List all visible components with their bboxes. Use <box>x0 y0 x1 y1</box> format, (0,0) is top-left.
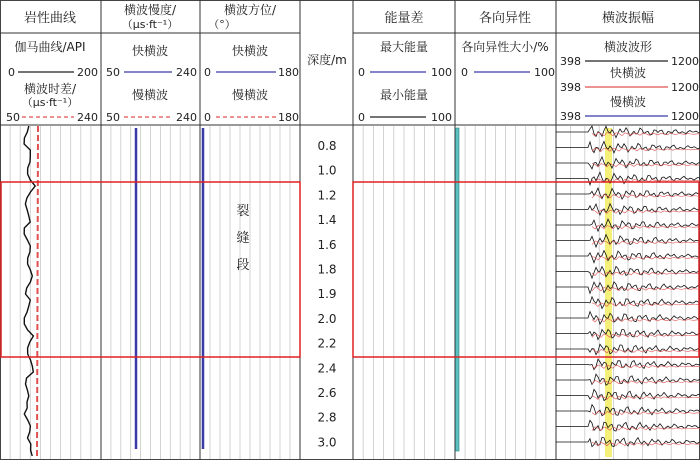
slowness-slow-min: 50 <box>106 111 120 124</box>
azimuth-slow-max: 180 <box>278 111 299 124</box>
depth-tick-label: 2.6 <box>317 386 337 400</box>
depth-tick-label: 0.8 <box>317 139 337 153</box>
delay-min: 50 <box>6 111 20 124</box>
azimuth-fast-max: 180 <box>278 66 299 79</box>
energy-min-label: 最小能量 <box>379 88 429 102</box>
depth-tick-labels <box>317 139 336 449</box>
depth-tick-label: 1.0 <box>317 163 337 178</box>
depth-tick-label: 2.4 <box>317 361 337 376</box>
depth-tick-label: 3.0 <box>317 435 337 450</box>
anisotropy-title: 各向异性 <box>478 11 532 26</box>
depth-tick-label: 2.8 <box>317 410 337 425</box>
slowness-title-1: 横波慢度/ <box>123 3 177 17</box>
delay-label-2: （μs·ft⁻¹） <box>21 96 79 109</box>
delay-curve <box>37 126 38 459</box>
log-curves <box>24 126 700 459</box>
delay-label-1: 横波时差/ <box>23 82 77 96</box>
azimuth-title-2: （°） <box>208 18 236 31</box>
anisotropy-size-min: 0 <box>461 66 468 79</box>
amplitude-wave-min: 398 <box>560 55 581 68</box>
anisotropy-bar <box>456 128 460 451</box>
gamma-max: 200 <box>77 66 98 79</box>
energy-max-max: 100 <box>431 66 452 79</box>
slowness-fast-max: 240 <box>176 66 197 79</box>
gamma-curve <box>24 126 35 456</box>
depth-tick-label: 1.8 <box>317 262 337 277</box>
energy-min-min: 0 <box>358 111 365 124</box>
amplitude-fast-label: 快横波 <box>609 66 647 80</box>
energy-max-min: 0 <box>358 66 365 79</box>
amplitude-title: 横波振幅 <box>601 11 655 26</box>
depth-tick-label: 1.9 <box>317 287 337 302</box>
delay-max: 240 <box>77 111 98 124</box>
amplitude-slow-label: 慢横波 <box>609 95 647 109</box>
depth-tick-label: 1.4 <box>317 213 337 228</box>
fracture-char-3: 段 <box>236 258 250 273</box>
azimuth-fast-min: 0 <box>204 66 211 79</box>
energy-max-label: 最大能量 <box>379 40 429 54</box>
energy-title: 能量差 <box>384 11 424 26</box>
anisotropy-size-max: 100 <box>534 66 555 79</box>
track-grids <box>10 126 686 459</box>
amplitude-fast-min: 398 <box>560 81 581 94</box>
amplitude-wave-max: 1200 <box>671 55 699 68</box>
amplitude-fast-max: 1200 <box>671 81 699 94</box>
azimuth-slow-label: 慢横波 <box>231 88 269 102</box>
fracture-char-1: 裂 <box>236 204 250 219</box>
fracture-annotation <box>236 204 249 273</box>
depth-tick-label: 1.6 <box>317 237 337 252</box>
azimuth-fast-label: 快横波 <box>231 44 269 58</box>
depth-tick-label: 2.2 <box>317 336 337 351</box>
gamma-label: 伽马曲线/API <box>14 40 86 54</box>
amplitude-slow-min: 398 <box>560 110 581 123</box>
slowness-title-2: （μs·ft⁻¹） <box>121 18 179 31</box>
lithology-title: 岩性曲线 <box>23 11 77 26</box>
fracture-char-2: 缝 <box>236 231 250 246</box>
depth-title: 深度/m <box>307 53 347 67</box>
azimuth-slow-min: 0 <box>204 111 211 124</box>
amplitude-wave-label: 横波波形 <box>603 40 653 54</box>
slowness-slow-label: 慢横波 <box>131 88 169 102</box>
depth-tick-label: 1.2 <box>317 188 337 203</box>
energy-min-max: 100 <box>431 111 452 124</box>
gamma-min: 0 <box>8 66 15 79</box>
anisotropy-size-label: 各向异性大小/% <box>461 40 549 54</box>
depth-tick-label: 2.0 <box>317 311 337 326</box>
slowness-slow-max: 240 <box>176 111 197 124</box>
amplitude-slow-max: 1200 <box>671 110 699 123</box>
slowness-fast-label: 快横波 <box>131 44 169 58</box>
azimuth-title-1: 横波方位/ <box>223 3 277 17</box>
slowness-fast-min: 50 <box>106 66 120 79</box>
